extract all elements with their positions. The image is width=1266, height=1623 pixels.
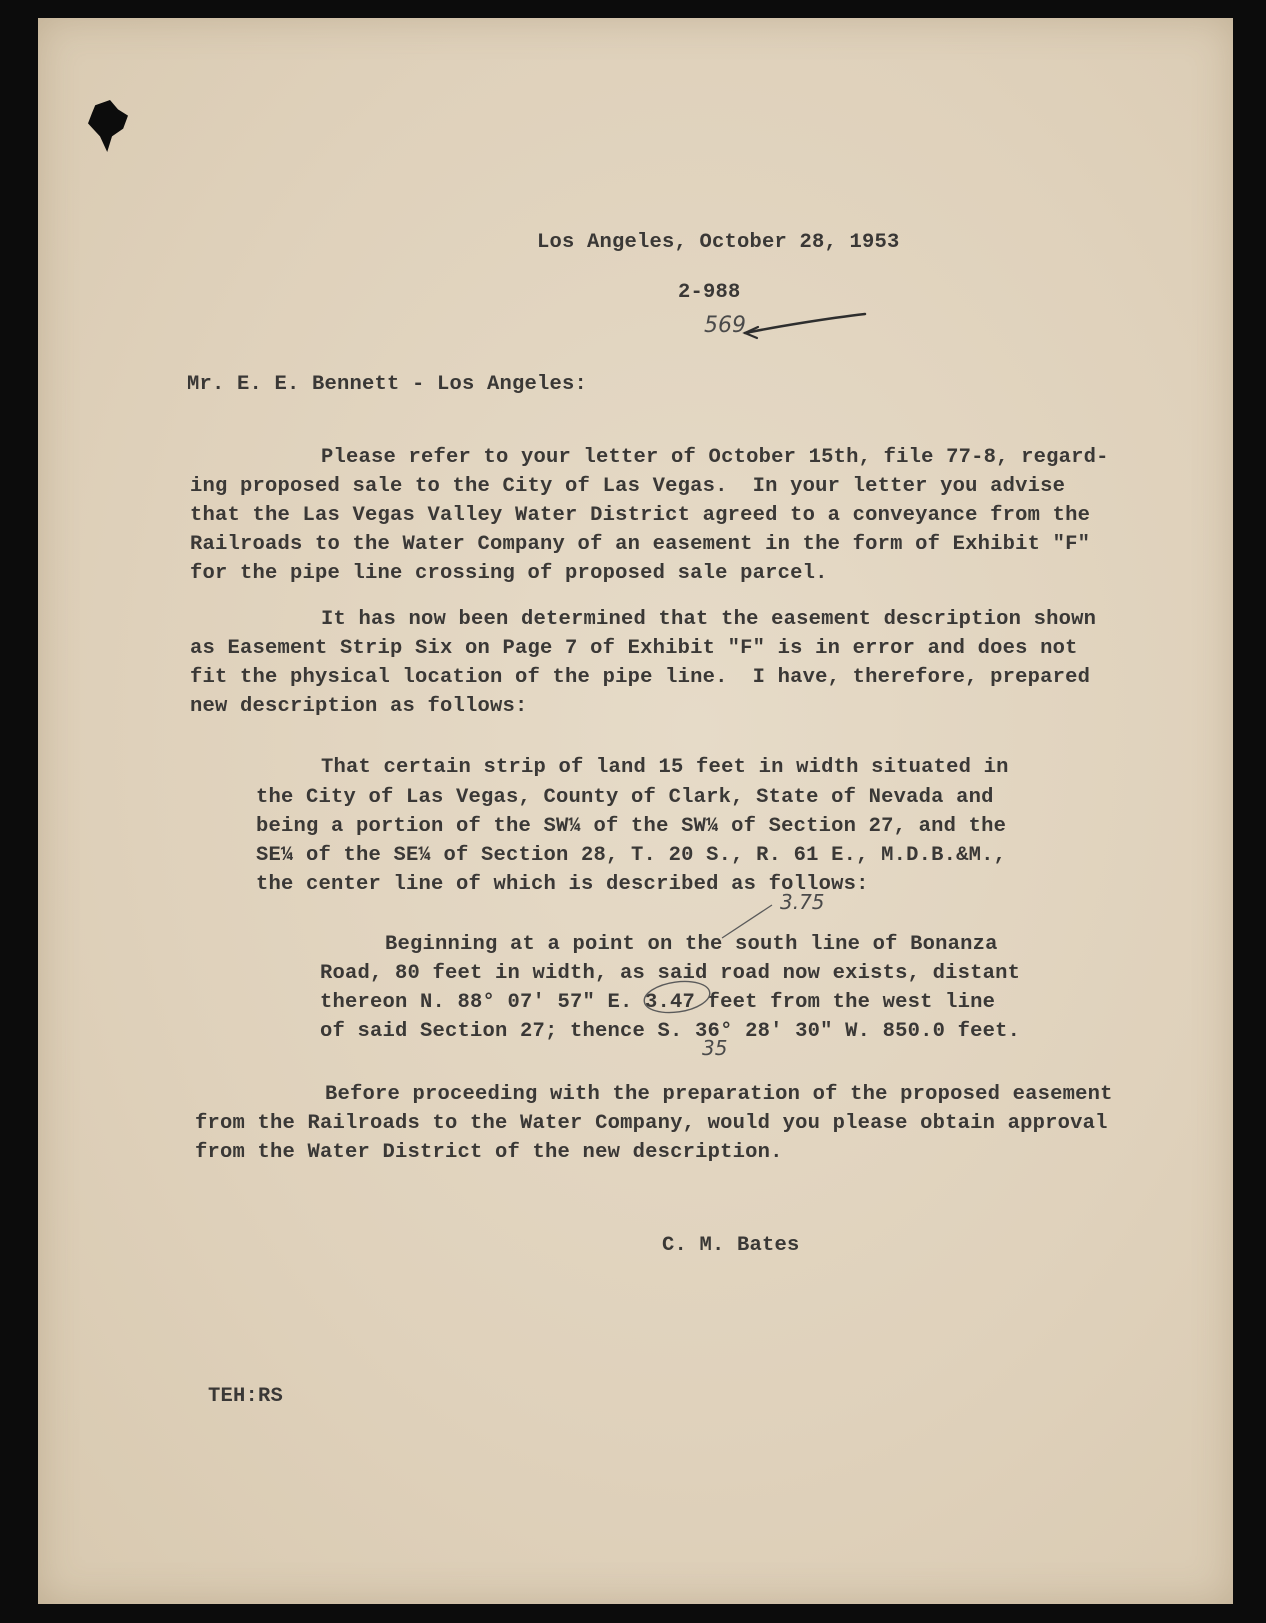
- handwritten-correction-degrees: 35: [702, 1036, 728, 1060]
- paragraph-line: Railroads to the Water Company of an easement in the form of Exhibit "F": [190, 533, 1091, 556]
- paragraph-line: thereon N. 88° 07' 57" E. 3.47 feet from the west line: [320, 991, 996, 1014]
- file-number: 2-988: [678, 281, 741, 304]
- paragraph-line: SE¼ of the SE¼ of Section 28, T. 20 S., R. 61 E., M.D.B.&M.,: [256, 844, 1007, 867]
- paragraph-line: as Easement Strip Six on Page 7 of Exhibit "F" is in error and does not: [190, 637, 1078, 660]
- handwritten-file-number: 569: [704, 313, 746, 338]
- paragraph-line: of said Section 27; thence S. 36° 28' 30" W. 850.0 feet.: [320, 1020, 1021, 1043]
- paragraph-line: being a portion of the SW¼ of the SW¼ of Section 27, and the: [256, 815, 1007, 838]
- paragraph-line: fit the physical location of the pipe line. I have, therefore, prepared: [190, 666, 1091, 689]
- paragraph-line: Please refer to your letter of October 15th, file 77-8, regard-: [321, 446, 1109, 469]
- paragraph-line: from the Water District of the new description.: [195, 1141, 783, 1164]
- paragraph-line: the center line of which is described as follows:: [256, 873, 869, 896]
- salutation: Mr. E. E. Bennett - Los Angeles:: [187, 373, 588, 396]
- paragraph-line: new description as follows:: [190, 695, 528, 718]
- paragraph-line: Road, 80 feet in width, as said road now exists, distant: [320, 962, 1021, 985]
- paragraph-line: ing proposed sale to the City of Las Vegas. In your letter you advise: [190, 475, 1066, 498]
- dateline: Los Angeles, October 28, 1953: [537, 231, 900, 254]
- initials: TEH:RS: [208, 1385, 284, 1408]
- paragraph-line: for the pipe line crossing of proposed sale parcel.: [190, 562, 828, 585]
- paragraph-line: Before proceeding with the preparation of the proposed easement: [325, 1083, 1113, 1106]
- paragraph-line: That certain strip of land 15 feet in width situated in: [321, 756, 1009, 779]
- paragraph-line: Beginning at a point on the south line of Bonanza: [385, 933, 998, 956]
- paragraph-line: that the Las Vegas Valley Water District agreed to a conveyance from the: [190, 504, 1091, 527]
- handwritten-correction-distance: 3.75: [780, 890, 825, 914]
- paragraph-line: the City of Las Vegas, County of Clark, State of Nevada and: [256, 786, 994, 809]
- paragraph-line: from the Railroads to the Water Company, would you please obtain approval: [195, 1112, 1108, 1135]
- signature: C. M. Bates: [662, 1234, 800, 1257]
- paragraph-line: It has now been determined that the easement description shown: [321, 608, 1097, 631]
